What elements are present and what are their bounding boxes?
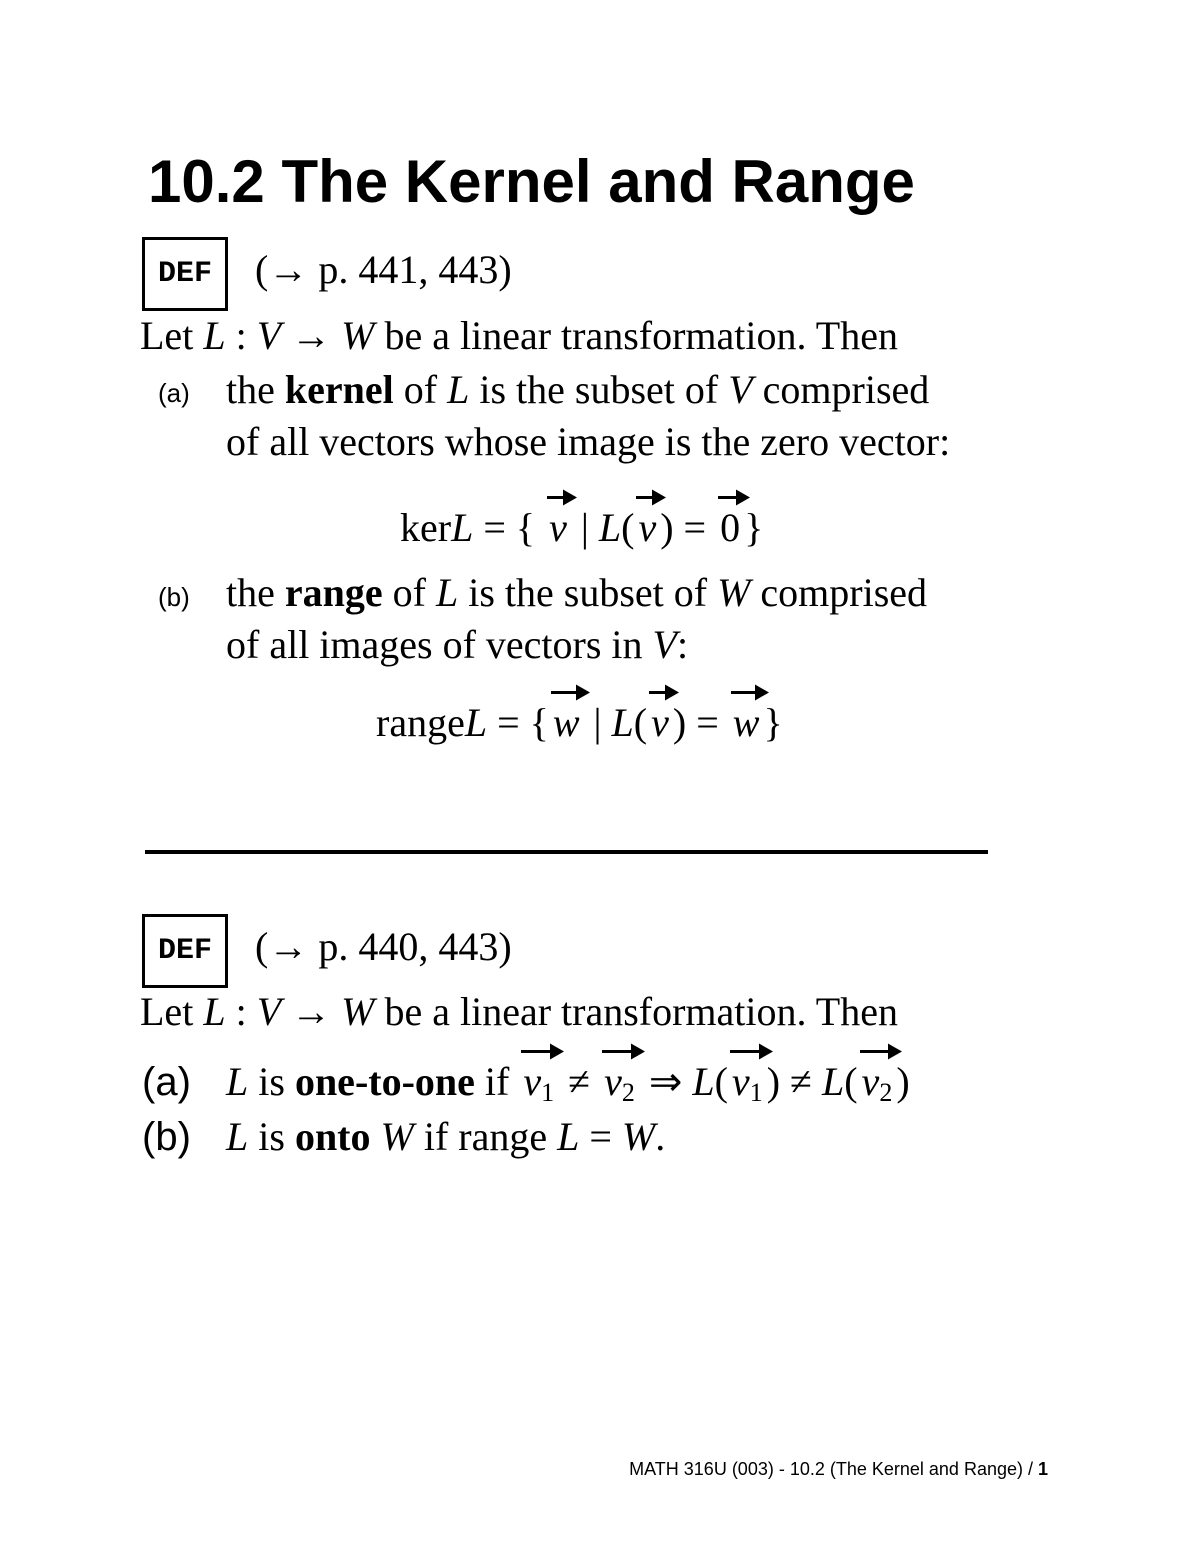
def2-item-b (226, 1113, 665, 1161)
item-label-b: (b) (158, 582, 190, 612)
vector-v2 (600, 1058, 639, 1117)
var: L (598, 505, 622, 550)
text: . (655, 1114, 666, 1159)
text: is the subset of (458, 570, 718, 615)
item-label-b: (b) (142, 1115, 191, 1159)
def2-intro (140, 988, 898, 1036)
text: } (744, 505, 764, 550)
subscript: 1 (749, 1078, 763, 1107)
def1-item-b (226, 569, 927, 617)
def1-item-a (226, 366, 929, 414)
text: of (393, 367, 448, 412)
item-label-a: (a) (142, 1060, 191, 1104)
text: of all images of vectors in (226, 622, 653, 667)
text: comprised (752, 367, 930, 412)
vector-w: w (729, 699, 764, 747)
page-footer (629, 1458, 1048, 1480)
var: V (728, 367, 753, 412)
vector-v1 (728, 1058, 767, 1117)
text: ) ≠ (766, 1059, 822, 1104)
var: W (341, 313, 375, 358)
zero-vector: 0 (716, 504, 744, 552)
def-badge: DEF (142, 237, 228, 311)
def-reference: (→ p. 441, 443) (255, 247, 512, 292)
text: = (579, 1114, 622, 1159)
var: L (557, 1114, 580, 1159)
subscript: 2 (879, 1078, 893, 1107)
footer-course: MATH 316U (003) - 10.2 (The Kernel and Range) / (629, 1459, 1038, 1479)
def-reference: (→ p. 440, 443) (255, 924, 512, 969)
text (371, 1114, 381, 1159)
text: | (570, 505, 599, 550)
range-formula (376, 699, 783, 747)
text: : (225, 989, 257, 1034)
text: ) = (660, 505, 717, 550)
var: W (621, 1114, 656, 1159)
text: is (248, 1059, 295, 1104)
vector-v1 (519, 1058, 558, 1117)
text: ( (714, 1059, 728, 1104)
var: L (464, 700, 488, 745)
text: comprised (750, 570, 928, 615)
kernel-formula (400, 504, 763, 552)
def1-item-a-line2: of all vectors whose image is the zero vector: (226, 419, 951, 464)
var: L (226, 1059, 249, 1104)
vector-v: v (545, 504, 571, 552)
var: v (523, 1059, 542, 1104)
text: ( (844, 1059, 858, 1104)
text: Let (140, 313, 204, 358)
text: of (382, 570, 436, 615)
page-number: 1 (1037, 1459, 1048, 1479)
var: V (652, 622, 677, 667)
term-kernel: kernel (284, 367, 394, 412)
text: be a linear transformation. Then (374, 313, 898, 358)
text: be a linear transformation. Then (374, 989, 898, 1034)
text: = { (487, 700, 549, 745)
text: ( (633, 700, 648, 745)
text: = { (473, 505, 536, 550)
var: v (731, 1059, 750, 1104)
var: L (611, 700, 634, 745)
term-one-to-one: one-to-one (294, 1059, 475, 1104)
var: L (203, 989, 226, 1034)
term-onto: onto (294, 1114, 371, 1159)
var: L (435, 570, 459, 615)
def1-intro (140, 312, 898, 360)
vector-v: v (634, 504, 660, 552)
text: ⇒ (638, 1059, 693, 1104)
var: W (717, 570, 751, 615)
text: ker (400, 505, 452, 550)
item-label-a: (a) (158, 378, 190, 408)
text: if range (413, 1114, 558, 1159)
text: : (676, 622, 689, 667)
text: range (376, 700, 465, 745)
def2-item-a (226, 1058, 910, 1117)
var: V (256, 313, 282, 358)
text: Let (140, 989, 204, 1034)
def-badge: DEF (142, 914, 228, 988)
text: the (226, 367, 285, 412)
def1-item-b-line2 (226, 621, 688, 669)
var: L (692, 1059, 715, 1104)
page-title: 10.2 The Kernel and Range (148, 148, 915, 215)
var: L (821, 1059, 845, 1104)
vector-v: v (647, 699, 673, 747)
var: L (451, 505, 474, 550)
text: ) = (672, 700, 729, 745)
text: ) (896, 1059, 910, 1104)
var: V (256, 989, 282, 1034)
text: is (248, 1114, 295, 1159)
text: ( (621, 505, 635, 550)
var: W (380, 1114, 414, 1159)
term-range: range (284, 570, 383, 615)
text: | (583, 700, 612, 745)
text: → (281, 989, 342, 1034)
vector-w: w (549, 699, 584, 747)
var: L (447, 367, 470, 412)
var: W (341, 989, 375, 1034)
text: : (225, 313, 257, 358)
text: ≠ (558, 1059, 601, 1104)
vector-v2 (858, 1058, 897, 1117)
text: → (281, 313, 342, 358)
text: the (226, 570, 285, 615)
var: v (861, 1059, 880, 1104)
var: v (604, 1059, 622, 1104)
subscript: 1 (541, 1078, 555, 1107)
text: } (763, 700, 783, 745)
var: L (226, 1114, 249, 1159)
text: if (474, 1059, 520, 1104)
var: L (203, 313, 226, 358)
text: is the subset of (469, 367, 729, 412)
section-divider (145, 850, 988, 854)
subscript: 2 (621, 1078, 635, 1107)
